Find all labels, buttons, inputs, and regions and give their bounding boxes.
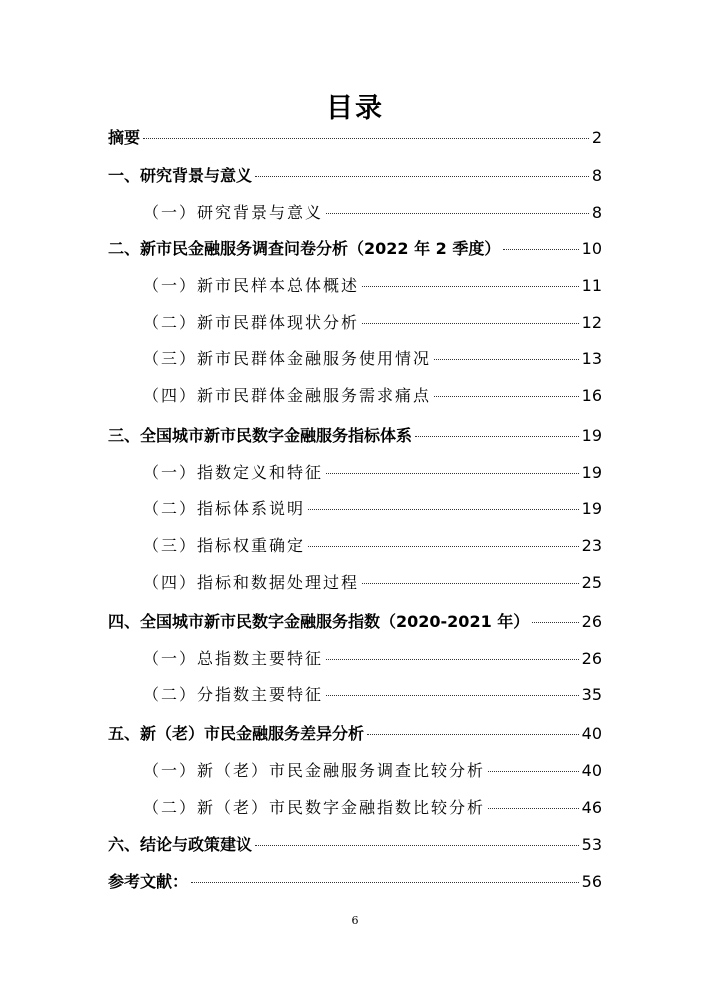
dot-leader [326, 659, 579, 660]
dot-leader [143, 138, 589, 139]
toc-entry-page: 2 [591, 128, 602, 147]
toc-entry-label: 参考文献： [108, 872, 189, 891]
toc-entry-abstract[interactable] [108, 126, 602, 150]
toc-entry-section-5-2[interactable] [143, 796, 602, 820]
dot-leader [532, 622, 578, 623]
toc-entry-label: （一）新市民样本总体概述 [143, 276, 360, 295]
toc-entry-section-2[interactable] [108, 237, 602, 261]
dot-leader [434, 396, 579, 397]
toc-entry-page: 16 [581, 386, 602, 405]
dot-leader [326, 213, 589, 214]
toc-entry-section-5[interactable] [108, 722, 602, 746]
toc-entry-section-2-2[interactable] [143, 311, 602, 335]
toc-entry-section-4[interactable] [108, 610, 602, 634]
toc-entry-section-4-1[interactable] [143, 647, 602, 671]
toc-entry-page: 19 [581, 426, 602, 445]
toc-entry-label: （一）新（老）市民金融服务调查比较分析 [143, 761, 486, 780]
toc-entry-label: （四）指标和数据处理过程 [143, 573, 360, 592]
toc-entry-label: 一、研究背景与意义 [108, 166, 253, 185]
toc-entry-page: 25 [581, 573, 602, 592]
toc-entry-references[interactable] [108, 870, 602, 894]
toc-entry-page: 40 [581, 761, 602, 780]
toc-entry-page: 40 [581, 724, 602, 743]
dot-leader [434, 359, 579, 360]
toc-entry-label: （一）研究背景与意义 [143, 203, 324, 222]
toc-entry-section-1[interactable] [108, 164, 602, 188]
toc-entry-section-3[interactable] [108, 424, 602, 448]
dot-leader [488, 771, 579, 772]
toc-entry-section-5-1[interactable] [143, 759, 602, 783]
toc-entry-page: 11 [581, 276, 602, 295]
dot-leader [255, 176, 589, 177]
toc-entry-page: 19 [581, 463, 602, 482]
dot-leader [362, 323, 579, 324]
toc-entry-label: （一）指数定义和特征 [143, 463, 324, 482]
dot-leader [362, 286, 579, 287]
toc-entry-section-2-4[interactable] [143, 384, 602, 408]
toc-entry-section-2-3[interactable] [143, 347, 602, 371]
toc-entry-label: （四）新市民群体金融服务需求痛点 [143, 386, 432, 405]
toc-entry-label: （二）新市民群体现状分析 [143, 313, 360, 332]
dot-leader [488, 808, 579, 809]
toc-entry-page: 8 [591, 203, 602, 222]
dot-leader [308, 509, 579, 510]
toc-entry-label: （二）新（老）市民数字金融指数比较分析 [143, 798, 486, 817]
toc-entry-label: 六、结论与政策建议 [108, 835, 253, 854]
dot-leader [326, 473, 579, 474]
dot-leader [362, 583, 579, 584]
toc-entry-label: 五、新（老）市民金融服务差异分析 [108, 724, 365, 743]
dot-leader [191, 882, 579, 883]
toc-entry-page: 53 [581, 835, 602, 854]
toc-entry-section-2-1[interactable] [143, 274, 602, 298]
toc-entry-page: 13 [581, 349, 602, 368]
toc-entry-section-3-4[interactable] [143, 571, 602, 595]
toc-entry-label: （一）总指数主要特征 [143, 649, 324, 668]
toc-entry-section-3-1[interactable] [143, 461, 602, 485]
toc-entry-page: 46 [581, 798, 602, 817]
toc-entry-label: 二、新市民金融服务调查问卷分析（2022 年 2 季度） [108, 239, 501, 258]
dot-leader [326, 695, 579, 696]
dot-leader [255, 845, 579, 846]
dot-leader [308, 546, 579, 547]
footer-page-number: 6 [351, 914, 359, 927]
toc-entry-section-3-2[interactable] [143, 497, 602, 521]
toc-entry-section-6[interactable] [108, 833, 602, 857]
toc-entry-page: 8 [591, 166, 602, 185]
toc-title: 目录 [326, 93, 384, 124]
toc-entry-label: 摘要 [108, 128, 141, 147]
toc-entry-section-1-1[interactable] [143, 201, 602, 225]
toc-entry-page: 10 [581, 239, 602, 258]
dot-leader [367, 734, 579, 735]
toc-entry-label: （二）指标体系说明 [143, 499, 306, 518]
toc-entry-page: 19 [581, 499, 602, 518]
toc-entry-section-3-3[interactable] [143, 534, 602, 558]
toc-entry-page: 56 [581, 872, 602, 891]
dot-leader [503, 249, 578, 250]
toc-entry-section-4-2[interactable] [143, 683, 602, 707]
toc-entry-label: （二）分指数主要特征 [143, 685, 324, 704]
toc-entry-label: （三）指标权重确定 [143, 536, 306, 555]
toc-entry-page: 26 [581, 612, 602, 631]
toc-entry-page: 35 [581, 685, 602, 704]
toc-entry-page: 26 [581, 649, 602, 668]
dot-leader [415, 436, 579, 437]
toc-entry-page: 23 [581, 536, 602, 555]
toc-entry-page: 12 [581, 313, 602, 332]
toc-entry-label: （三）新市民群体金融服务使用情况 [143, 349, 432, 368]
toc-entry-label: 三、全国城市新市民数字金融服务指标体系 [108, 426, 413, 445]
toc-entry-label: 四、全国城市新市民数字金融服务指数（2020-2021 年） [108, 612, 530, 631]
